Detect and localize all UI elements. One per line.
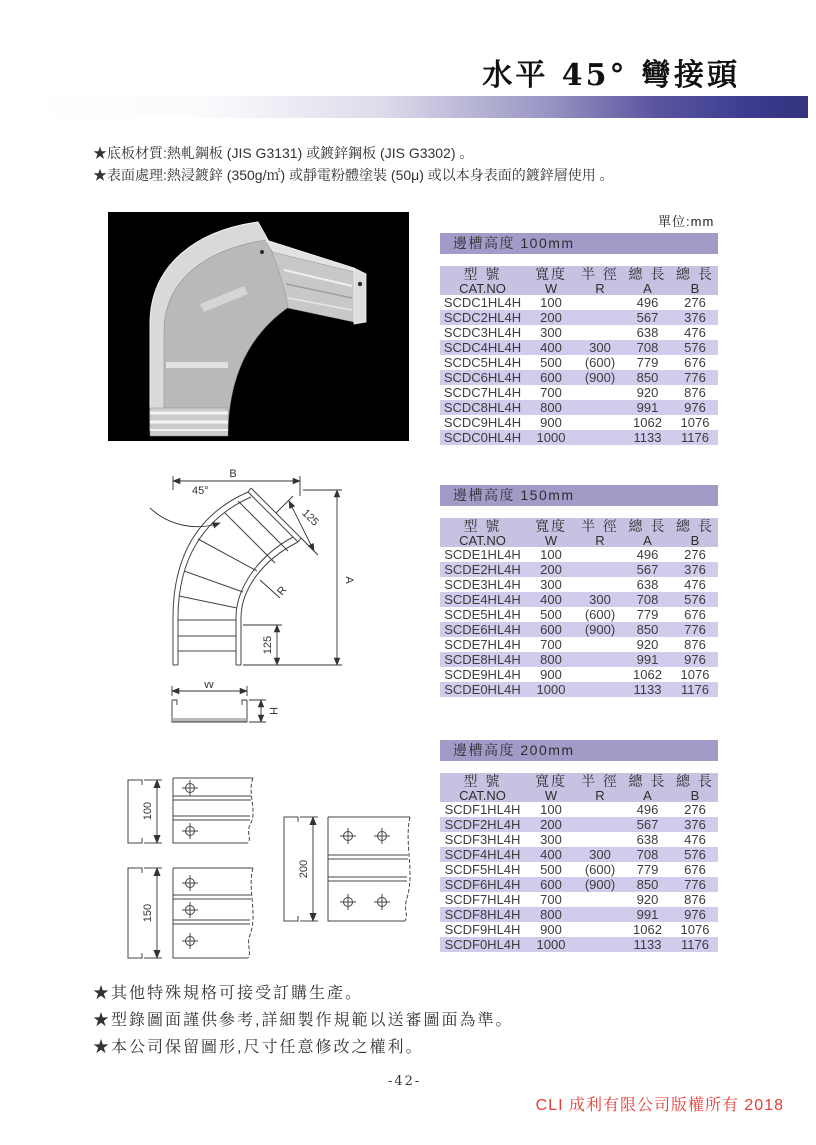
table-row xyxy=(440,430,718,445)
table-cell: 376 xyxy=(684,817,706,832)
table-cell: 1062 xyxy=(633,667,662,682)
table-row xyxy=(440,877,718,892)
table-cell: SCDE5HL4H xyxy=(444,607,521,622)
table-row xyxy=(440,547,718,562)
footer-note-line: ★其他特殊規格可接受訂購生產。 xyxy=(93,985,364,1002)
column-header: 寬度 W xyxy=(525,518,577,547)
table-cell: SCDF1HL4H xyxy=(444,802,521,817)
table-cell: SCDC4HL4H xyxy=(443,340,522,355)
product-photo xyxy=(108,212,409,441)
table-cell: (900) xyxy=(584,370,616,385)
table-cell: 1133 xyxy=(633,430,662,445)
table-cell: 1076 xyxy=(680,667,710,682)
table-cell: SCDE0HL4H xyxy=(444,682,521,697)
table-cell: (900) xyxy=(584,877,616,892)
table-cell xyxy=(577,682,623,697)
profile-label-150: 150 xyxy=(142,903,154,923)
table-cell: 976 xyxy=(684,400,706,415)
table-cell: 800 xyxy=(540,907,562,922)
table-cell: 1062 xyxy=(633,922,662,937)
dim-label-w: W xyxy=(203,682,215,691)
table-row xyxy=(440,355,718,370)
table-cell: SCDF9HL4H xyxy=(444,922,521,937)
table-cell: SCDE8HL4H xyxy=(444,652,521,667)
table-cell: 700 xyxy=(540,385,562,400)
table-cell: 638 xyxy=(636,325,659,340)
material-note-line: ★底板材質:熱軋鋼板 (JIS G3131) 或鍍鋅鋼板 (JIS G3302) 。 xyxy=(93,145,474,161)
table-row xyxy=(440,400,718,415)
dim-label-angle: 45° xyxy=(192,485,209,497)
table-cell: 600 xyxy=(540,877,562,892)
table-cell: 900 xyxy=(540,922,562,937)
table-cell: 576 xyxy=(684,592,706,607)
table-cell: 276 xyxy=(684,547,706,562)
column-header: 總 長 A xyxy=(623,518,672,547)
table-cell: 900 xyxy=(540,415,562,430)
section-drawing xyxy=(130,682,360,737)
column-header: 總 長 B xyxy=(672,266,718,295)
table-cell: 676 xyxy=(684,607,706,622)
table-cell: 708 xyxy=(636,592,659,607)
profile-label-100: 100 xyxy=(142,801,154,821)
table-row xyxy=(440,295,718,310)
table-banner-150mm: 邊槽高度 150mm xyxy=(440,485,718,506)
dim-label-h: H xyxy=(267,707,279,715)
table-cell xyxy=(577,922,623,937)
table-cell: 638 xyxy=(636,832,659,847)
table-cell: 496 xyxy=(636,547,659,562)
table-cell xyxy=(577,667,623,682)
table-cell: 800 xyxy=(540,400,562,415)
table-cell: 991 xyxy=(636,400,659,415)
copyright-text: CLI 成利有限公司版權所有 2018 xyxy=(535,1097,784,1114)
table-cell: 276 xyxy=(684,295,706,310)
table-cell: 708 xyxy=(636,847,659,862)
column-header: 半 徑 R xyxy=(577,773,623,802)
table-cell xyxy=(577,802,623,817)
table-cell: 200 xyxy=(540,310,562,325)
table-row xyxy=(440,325,718,340)
table-cell: 1000 xyxy=(536,682,566,697)
table-cell: SCDC6HL4H xyxy=(443,370,522,385)
footer-note-line: ★型錄圖面謹供參考,詳細製作規範以送審圖面為準。 xyxy=(93,1012,514,1029)
table-cell: 500 xyxy=(540,355,562,370)
table-header-row xyxy=(440,773,718,802)
table-cell: SCDC0HL4H xyxy=(443,430,522,445)
table-cell xyxy=(577,295,623,310)
table-cell: 1076 xyxy=(680,922,710,937)
table-cell: SCDE9HL4H xyxy=(444,667,521,682)
table-cell: 776 xyxy=(684,622,706,637)
table-cell: 991 xyxy=(636,907,659,922)
table-cell: 850 xyxy=(636,622,659,637)
dim-label-b: B xyxy=(229,468,237,480)
table-cell: 496 xyxy=(636,802,659,817)
dim-label-r: R xyxy=(275,584,290,598)
column-header: 半 徑 R xyxy=(577,518,623,547)
table-cell xyxy=(577,325,623,340)
table-cell: SCDF8HL4H xyxy=(444,907,521,922)
table-cell: SCDE3HL4H xyxy=(444,577,521,592)
table-banner-100mm: 邊槽高度 100mm xyxy=(440,233,718,254)
table-cell: 776 xyxy=(684,877,706,892)
table-cell: 576 xyxy=(684,847,706,862)
table-cell xyxy=(577,547,623,562)
table-cell xyxy=(577,832,623,847)
table-cell: 100 xyxy=(540,802,562,817)
table-row xyxy=(440,907,718,922)
dim-label-a: A xyxy=(343,576,355,584)
table-row xyxy=(440,652,718,667)
table-cell: 567 xyxy=(636,562,659,577)
table-cell xyxy=(577,907,623,922)
table-cell xyxy=(577,892,623,907)
table-row xyxy=(440,862,718,877)
table-cell: 800 xyxy=(540,652,562,667)
table-cell: 700 xyxy=(540,637,562,652)
table-cell: 500 xyxy=(540,607,562,622)
table-cell xyxy=(577,400,623,415)
column-header: 總 長 B xyxy=(672,773,718,802)
table-cell: 1000 xyxy=(536,430,566,445)
column-header: 型 號 CAT.NO xyxy=(440,518,525,547)
column-header: 總 長 A xyxy=(623,266,672,295)
table-cell: 476 xyxy=(684,832,706,847)
table-cell: SCDC1HL4H xyxy=(443,295,522,310)
table-cell: 676 xyxy=(684,355,706,370)
column-header: 半 徑 R xyxy=(577,266,623,295)
table-cell: SCDC5HL4H xyxy=(443,355,522,370)
table-cell: 567 xyxy=(636,817,659,832)
table-cell: (600) xyxy=(584,355,616,370)
table-cell: 920 xyxy=(636,385,659,400)
table-row xyxy=(440,922,718,937)
table-cell: 400 xyxy=(540,592,562,607)
table-row xyxy=(440,415,718,430)
table-cell: 779 xyxy=(636,355,659,370)
table-cell: 400 xyxy=(540,340,562,355)
column-header: 寬度 W xyxy=(525,773,577,802)
table-cell: SCDC8HL4H xyxy=(443,400,522,415)
table-cell xyxy=(577,310,623,325)
table-cell: 500 xyxy=(540,862,562,877)
material-notes xyxy=(93,142,614,186)
table-row xyxy=(440,937,718,952)
table-cell: 300 xyxy=(589,847,611,862)
table-cell: 200 xyxy=(540,562,562,577)
table-cell: 300 xyxy=(589,592,611,607)
table-row xyxy=(440,562,718,577)
profile-label-200: 200 xyxy=(298,859,310,879)
table-cell: SCDE1HL4H xyxy=(444,547,521,562)
table-banner-200mm: 邊槽高度 200mm xyxy=(440,740,718,761)
table-cell: 976 xyxy=(684,652,706,667)
table-header-row xyxy=(440,518,718,547)
table-cell: 920 xyxy=(636,892,659,907)
table-cell: 300 xyxy=(540,577,562,592)
table-cell: 876 xyxy=(684,637,706,652)
dim-label-125-vert: 125 xyxy=(262,635,274,655)
table-cell: 991 xyxy=(636,652,659,667)
table-cell: 576 xyxy=(684,340,706,355)
table-cell: SCDF6HL4H xyxy=(444,877,521,892)
table-cell: SCDE2HL4H xyxy=(444,562,521,577)
table-cell: 920 xyxy=(636,637,659,652)
table-cell: 100 xyxy=(540,295,562,310)
column-header: 型 號 CAT.NO xyxy=(440,773,525,802)
table-cell: SCDE6HL4H xyxy=(444,622,521,637)
table-cell: 850 xyxy=(636,877,659,892)
table-row xyxy=(440,607,718,622)
table-row xyxy=(440,832,718,847)
table-row xyxy=(440,577,718,592)
table-cell: 567 xyxy=(636,310,659,325)
table-cell: 376 xyxy=(684,310,706,325)
column-header: 總 長 B xyxy=(672,518,718,547)
table-row xyxy=(440,592,718,607)
table-cell: SCDE7HL4H xyxy=(444,637,521,652)
cable-tray-bend-photo xyxy=(108,212,409,441)
table-cell: SCDC9HL4H xyxy=(443,415,522,430)
table-row xyxy=(440,892,718,907)
table-cell: 976 xyxy=(684,907,706,922)
table-cell: SCDC2HL4H xyxy=(443,310,522,325)
table-cell: SCDF5HL4H xyxy=(444,862,521,877)
table-cell: 300 xyxy=(589,340,611,355)
table-cell: 876 xyxy=(684,892,706,907)
column-header: 寬度 W xyxy=(525,266,577,295)
table-cell xyxy=(577,415,623,430)
table-cell: 496 xyxy=(636,295,659,310)
footer-note-line: ★本公司保留圖形,尺寸任意修改之權利。 xyxy=(93,1039,424,1056)
table-cell: SCDF2HL4H xyxy=(444,817,521,832)
table-cell: 200 xyxy=(540,817,562,832)
table-cell: 638 xyxy=(636,577,659,592)
table-header-row xyxy=(440,266,718,295)
table-cell: (600) xyxy=(584,862,616,877)
spec-table-200mm xyxy=(440,773,718,952)
spec-table-100mm xyxy=(440,266,718,445)
material-note-line: ★表面處理:熱浸鍍鋅 (350g/㎡) 或靜電粉體塗裝 (50μ) 或以本身表面的鍍鋅層使用 。 xyxy=(93,167,614,183)
table-cell: 476 xyxy=(684,577,706,592)
table-row xyxy=(440,802,718,817)
profiles-drawing xyxy=(110,763,420,973)
page-number: -42- xyxy=(388,1074,422,1089)
table-cell: 708 xyxy=(636,340,659,355)
table-row xyxy=(440,370,718,385)
table-cell: SCDF3HL4H xyxy=(444,832,521,847)
table-cell: 600 xyxy=(540,370,562,385)
table-cell: 900 xyxy=(540,667,562,682)
table-row xyxy=(440,385,718,400)
table-cell: 376 xyxy=(684,562,706,577)
table-cell: 676 xyxy=(684,862,706,877)
table-cell: 276 xyxy=(684,802,706,817)
table-cell: 850 xyxy=(636,370,659,385)
table-cell xyxy=(577,937,623,952)
rail-profiles-drawing xyxy=(110,763,420,968)
table-cell: 1000 xyxy=(536,937,566,952)
table-cell: 1133 xyxy=(633,682,662,697)
table-cell: SCDF4HL4H xyxy=(444,847,521,862)
table-cell: 700 xyxy=(540,892,562,907)
table-cell: 1133 xyxy=(633,937,662,952)
table-cell: 476 xyxy=(684,325,706,340)
table-cell: 300 xyxy=(540,325,562,340)
bend-plan-drawing xyxy=(130,468,360,678)
dim-label-125-diag: 125 xyxy=(299,507,321,529)
table-cell xyxy=(577,817,623,832)
table-cell: 1062 xyxy=(633,415,662,430)
table-cell: 400 xyxy=(540,847,562,862)
table-cell: SCDC3HL4H xyxy=(443,325,522,340)
table-cell: 300 xyxy=(540,832,562,847)
unit-label: 單位:mm xyxy=(658,214,715,229)
table-cell: 779 xyxy=(636,862,659,877)
table-cell: SCDF0HL4H xyxy=(444,937,521,952)
page-title: 水平 45° 彎接頭 xyxy=(482,58,740,93)
table-cell: 1176 xyxy=(681,937,709,952)
table-cell: SCDC7HL4H xyxy=(443,385,522,400)
table-row xyxy=(440,847,718,862)
table-row xyxy=(440,682,718,697)
table-cell xyxy=(577,385,623,400)
table-cell: 100 xyxy=(540,547,562,562)
column-header: 型 號 CAT.NO xyxy=(440,266,525,295)
tray-section-drawing xyxy=(130,682,360,732)
table-cell xyxy=(577,562,623,577)
table-row xyxy=(440,637,718,652)
spec-table-150mm xyxy=(440,518,718,697)
table-cell: (900) xyxy=(584,622,616,637)
table-cell xyxy=(577,652,623,667)
title-gradient-bar xyxy=(36,96,808,118)
table-cell xyxy=(577,637,623,652)
table-row xyxy=(440,310,718,325)
plan-view-drawing xyxy=(130,468,360,683)
column-header: 總 長 A xyxy=(623,773,672,802)
table-cell: 1176 xyxy=(681,682,709,697)
table-cell: 1176 xyxy=(681,430,709,445)
table-cell xyxy=(577,577,623,592)
table-cell: SCDF7HL4H xyxy=(444,892,521,907)
table-row xyxy=(440,340,718,355)
table-row xyxy=(440,622,718,637)
table-cell: 1076 xyxy=(680,415,710,430)
table-row xyxy=(440,667,718,682)
footer-notes xyxy=(93,980,513,1061)
table-cell: 776 xyxy=(684,370,706,385)
table-cell: (600) xyxy=(584,607,616,622)
table-cell xyxy=(577,430,623,445)
table-cell: 876 xyxy=(684,385,706,400)
table-cell: SCDE4HL4H xyxy=(444,592,521,607)
table-cell: 600 xyxy=(540,622,562,637)
table-row xyxy=(440,817,718,832)
table-cell: 779 xyxy=(636,607,659,622)
